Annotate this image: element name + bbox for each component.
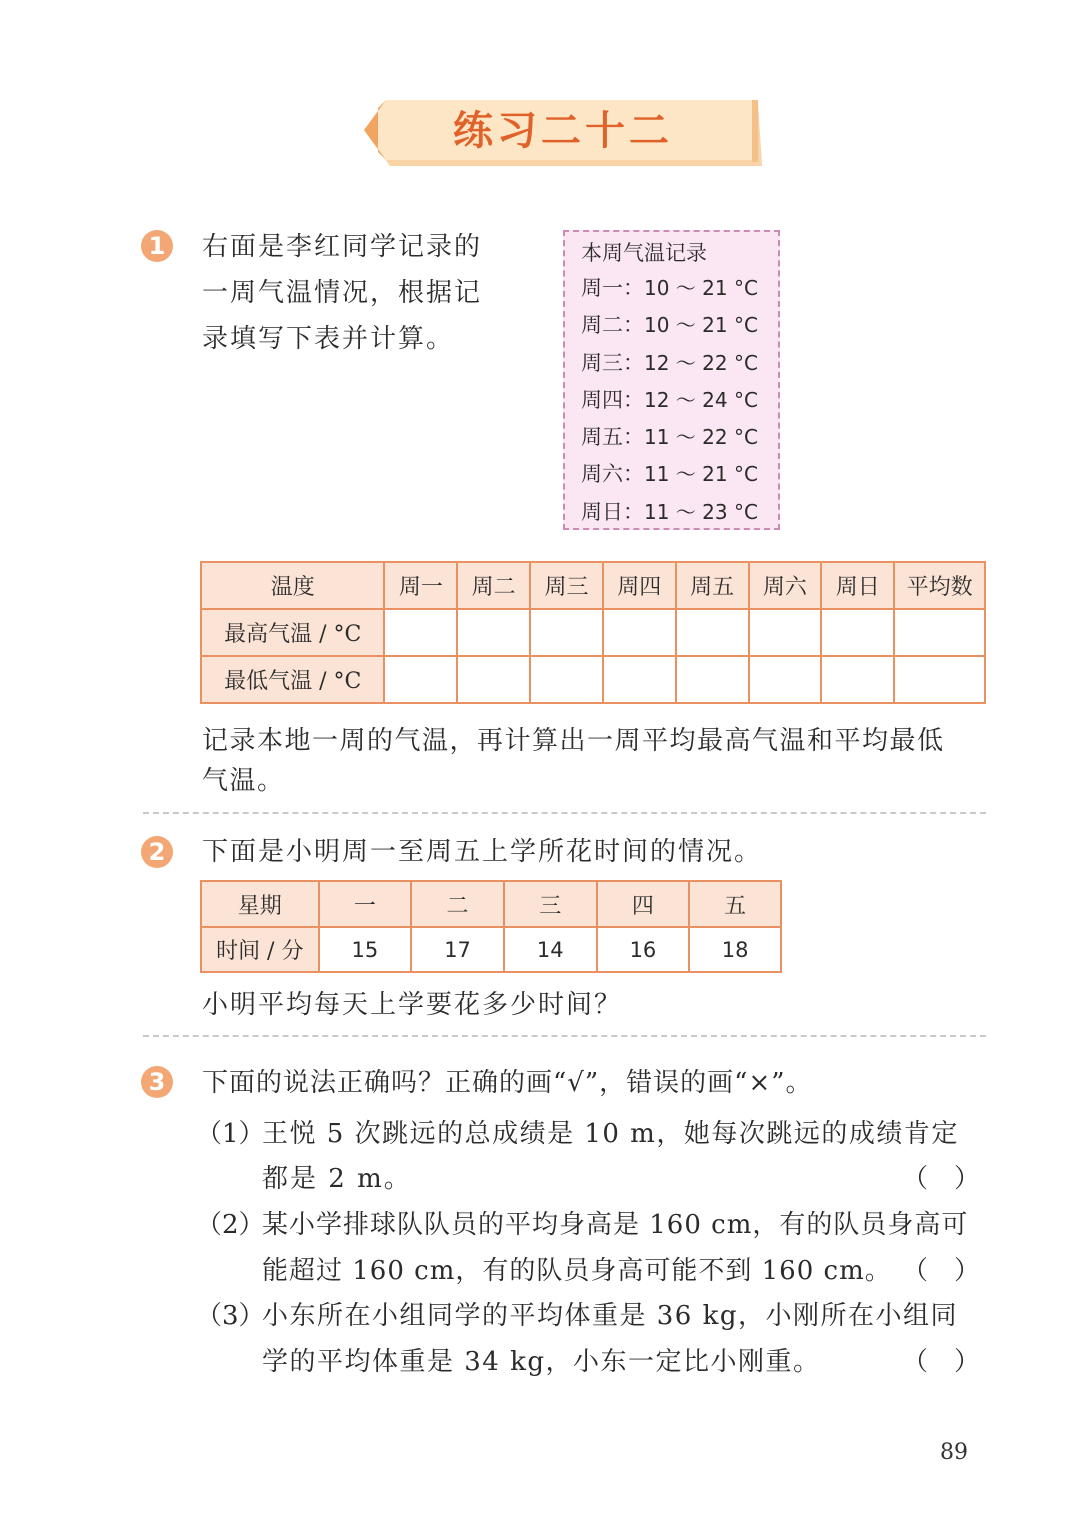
table-header-row bbox=[201, 881, 781, 927]
question-number-1: 1 bbox=[141, 230, 173, 262]
answer-cell[interactable] bbox=[603, 656, 676, 703]
table-cell: 16 bbox=[597, 927, 690, 972]
table-header-row bbox=[201, 562, 985, 609]
record-row bbox=[581, 456, 778, 493]
record-day: 周二： bbox=[581, 313, 644, 338]
cross-mark-icon: × bbox=[748, 1068, 772, 1098]
q2-question: 小明平均每天上学要花多少时间？ bbox=[202, 990, 623, 1020]
answer-cell[interactable] bbox=[894, 656, 985, 703]
record-range: 12 ～ 22 °C bbox=[644, 350, 758, 375]
answer-cell[interactable] bbox=[821, 656, 894, 703]
q3-intro-after: ”。 bbox=[771, 1068, 813, 1098]
record-row bbox=[581, 345, 778, 382]
table-cell: 17 bbox=[411, 927, 504, 972]
q1-extension-line-2: 气温。 bbox=[202, 766, 285, 796]
record-title: 本周气温记录 bbox=[581, 241, 707, 265]
answer-cell[interactable] bbox=[749, 609, 822, 656]
record-range: 11 ～ 23 °C bbox=[644, 499, 758, 524]
page-title: 练习二十二 bbox=[453, 107, 673, 154]
answer-cell[interactable] bbox=[384, 609, 457, 656]
record-day: 周五： bbox=[581, 425, 644, 450]
record-day: 周六： bbox=[581, 462, 644, 487]
table-cell: 18 bbox=[689, 927, 781, 972]
row-label: 时间 / 分 bbox=[201, 927, 319, 972]
q1-extension bbox=[202, 718, 945, 804]
answer-cell[interactable] bbox=[821, 609, 894, 656]
answer-blank[interactable]: （ ） bbox=[902, 1256, 981, 1286]
q3-item-2-line-1: 某小学排球队队员的平均身高是 160 cm，有的队员身高可 bbox=[262, 1210, 969, 1240]
header-cell: 周二 bbox=[457, 562, 530, 609]
row-label-high: 最高气温 / °C bbox=[201, 609, 384, 656]
header-cell: 周一 bbox=[384, 562, 457, 609]
header-cell: 周六 bbox=[749, 562, 822, 609]
table-row bbox=[201, 927, 781, 972]
record-range: 10 ～ 21 °C bbox=[644, 276, 758, 300]
q3-item-1-line-2: 都是 2 m。 bbox=[262, 1164, 412, 1194]
header-cell: 周五 bbox=[676, 562, 749, 609]
answer-cell[interactable] bbox=[676, 656, 749, 703]
q2-text: 下面是小明周一至周五上学所花时间的情况。 bbox=[202, 837, 763, 867]
page-title-banner bbox=[364, 100, 762, 166]
record-day: 周日： bbox=[581, 499, 644, 524]
record-range: 12 ～ 24 °C bbox=[644, 387, 758, 412]
answer-cell[interactable] bbox=[457, 656, 530, 703]
record-row bbox=[581, 307, 778, 344]
table-cell: 15 bbox=[319, 927, 412, 972]
q3-item-3-line-1: 小东所在小组同学的平均体重是 36 kg，小刚所在小组同 bbox=[262, 1301, 959, 1331]
header-cell: 三 bbox=[504, 881, 597, 927]
q3-item-label: （1） bbox=[196, 1119, 265, 1149]
header-cell: 周三 bbox=[530, 562, 603, 609]
q3-intro-before: 下面的说法正确吗？正确的画“ bbox=[202, 1068, 568, 1098]
page-number: 89 bbox=[940, 1440, 968, 1465]
header-cell: 一 bbox=[319, 881, 412, 927]
header-cell: 周日 bbox=[821, 562, 894, 609]
record-range: 10 ～ 21 °C bbox=[644, 313, 758, 338]
q1-text bbox=[202, 224, 482, 362]
section-divider bbox=[143, 1035, 986, 1037]
header-cell: 五 bbox=[689, 881, 781, 927]
check-mark-icon: √ bbox=[567, 1068, 585, 1098]
record-row bbox=[581, 419, 778, 456]
header-cell: 四 bbox=[597, 881, 690, 927]
temperature-table bbox=[200, 561, 986, 704]
record-row bbox=[581, 270, 778, 307]
record-day: 周四： bbox=[581, 387, 644, 412]
answer-blank[interactable]: （ ） bbox=[902, 1164, 981, 1194]
header-cell: 温度 bbox=[201, 562, 384, 609]
record-day: 周一： bbox=[581, 276, 644, 300]
answer-cell[interactable] bbox=[530, 656, 603, 703]
q1-line-1: 右面是李红同学记录的 bbox=[202, 232, 483, 262]
record-day: 周三： bbox=[581, 350, 644, 375]
table-row bbox=[201, 656, 985, 703]
q3-item-label: （3） bbox=[196, 1301, 265, 1331]
question-number-3: 3 bbox=[141, 1066, 173, 1098]
q1-extension-line-1: 记录本地一周的气温，再计算出一周平均最高气温和平均最低 bbox=[202, 726, 945, 756]
answer-cell[interactable] bbox=[457, 609, 530, 656]
q1-line-3: 录填写下表并计算。 bbox=[202, 324, 455, 354]
header-cell: 星期 bbox=[201, 881, 319, 927]
header-cell: 平均数 bbox=[894, 562, 985, 609]
q3-item-3-line-2: 学的平均体重是 34 kg，小东一定比小刚重。 bbox=[262, 1347, 821, 1377]
record-range: 11 ～ 21 °C bbox=[644, 462, 758, 487]
header-cell: 二 bbox=[411, 881, 504, 927]
question-number-2: 2 bbox=[141, 836, 173, 868]
answer-cell[interactable] bbox=[603, 609, 676, 656]
q1-line-2: 一周气温情况，根据记 bbox=[202, 278, 483, 308]
record-row bbox=[581, 382, 778, 419]
q3-item-1-line-1: 王悦 5 次跳远的总成绩是 10 m，她每次跳远的成绩肯定 bbox=[262, 1119, 959, 1149]
answer-cell[interactable] bbox=[894, 609, 985, 656]
row-label-low: 最低气温 / °C bbox=[201, 656, 384, 703]
answer-cell[interactable] bbox=[749, 656, 822, 703]
table-cell: 14 bbox=[504, 927, 597, 972]
answer-cell[interactable] bbox=[530, 609, 603, 656]
q3-intro-middle: ”，错误的画“ bbox=[584, 1068, 749, 1098]
answer-cell[interactable] bbox=[676, 609, 749, 656]
q3-item-label: （2） bbox=[196, 1210, 265, 1240]
section-divider bbox=[143, 812, 986, 814]
table-row bbox=[201, 609, 985, 656]
record-range: 11 ～ 22 °C bbox=[644, 425, 758, 450]
answer-blank[interactable]: （ ） bbox=[902, 1347, 981, 1377]
q3-intro bbox=[202, 1060, 813, 1106]
record-row bbox=[581, 494, 778, 531]
temperature-record-card bbox=[563, 230, 780, 530]
header-cell: 周四 bbox=[603, 562, 676, 609]
commute-time-table bbox=[200, 880, 782, 973]
q3-item-2-line-2: 能超过 160 cm，有的队员身高可能不到 160 cm。 bbox=[262, 1256, 892, 1286]
answer-cell[interactable] bbox=[384, 656, 457, 703]
